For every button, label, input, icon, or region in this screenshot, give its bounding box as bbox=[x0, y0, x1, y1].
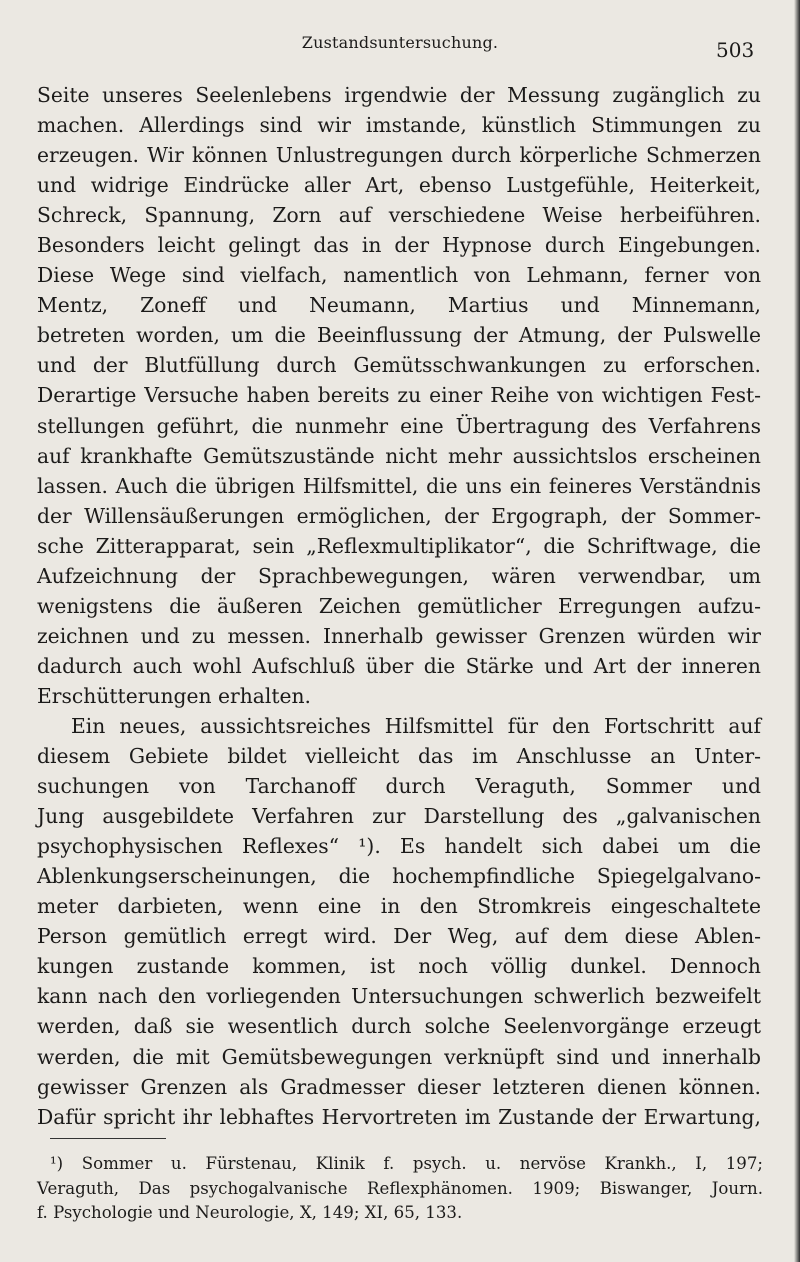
text-line: Jung ausgebildete Verfahren zur Darstellung des „galvanischen bbox=[37, 804, 761, 829]
footnote-line: ¹) Sommer u. Fürstenau, Klinik f. psych. u. nervöse Krankh., I, 197; bbox=[50, 1154, 763, 1173]
running-header-title: Zustandsuntersuchung. bbox=[301, 33, 499, 52]
paragraph-end-line: Erschütterungen erhalten. bbox=[37, 683, 312, 708]
text-line: Diese Wege sind vielfach, namentlich von Lehmann, ferner von bbox=[37, 263, 761, 288]
text-line: wenigstens die äußeren Zeichen gemütlicher Erregungen aufzu- bbox=[37, 593, 761, 618]
text-line: Seite unseres Seelenlebens irgendwie der Messung zugänglich zu bbox=[37, 83, 761, 107]
text-line: Aufzeichnung der Sprachbewegungen, wären verwendbar, um bbox=[37, 563, 761, 588]
text-line: psychophysischen Reflexes“ ¹). Es handelt sich dabei um die bbox=[37, 834, 761, 859]
text-line: suchungen von Tarchanoff durch Veraguth, Sommer und bbox=[37, 774, 761, 799]
text-line: lassen. Auch die übrigen Hilfsmittel, die uns ein feineres Verständnis bbox=[37, 473, 761, 498]
text-line: Person gemütlich erregt wird. Der Weg, auf dem diese Ablen- bbox=[37, 924, 761, 949]
text-line: kann nach den vorliegenden Untersuchungen schwerlich bezweifelt bbox=[37, 984, 761, 1009]
text-line: kungen zustande kommen, ist noch völlig dunkel. Dennoch bbox=[37, 954, 761, 979]
text-line: sche Zitterapparat, sein „Reflexmultiplikator“, die Schriftwage, die bbox=[37, 533, 761, 558]
text-line: zeichnen und zu messen. Innerhalb gewisser Grenzen würden wir bbox=[37, 623, 761, 648]
text-line: machen. Allerdings sind wir imstande, künstlich Stimmungen zu bbox=[37, 113, 761, 138]
text-line: werden, daß sie wesentlich durch solche Seelenvorgänge erzeugt bbox=[37, 1014, 761, 1039]
text-line: auf krankhafte Gemütszustände nicht mehr aussichtslos erscheinen bbox=[37, 443, 761, 468]
text-line: Dafür spricht ihr lebhaftes Hervortreten im Zustande der Erwartung, bbox=[37, 1104, 761, 1129]
text-line: Ablenkungserscheinungen, die hochempfindliche Spiegelgalvano- bbox=[37, 864, 761, 889]
paragraph-start-line: Ein neues, aussichtsreiches Hilfsmittel für den Fortschritt auf bbox=[71, 713, 761, 738]
text-line: Besonders leicht gelingt das in der Hypnose durch Eingebungen. bbox=[37, 233, 761, 258]
text-line: meter darbieten, wenn eine in den Stromkreis eingeschaltete bbox=[37, 894, 761, 919]
footnotes bbox=[37, 1152, 763, 1226]
page-number: 503 bbox=[716, 38, 755, 62]
text-line: dadurch auch wohl Aufschluß über die Stärke und Art der inneren bbox=[37, 653, 761, 678]
main-text bbox=[37, 80, 761, 1132]
text-line: Mentz, Zoneff und Neumann, Martius und Minnemann, bbox=[37, 293, 761, 318]
footnote-line: Veraguth, Das psychogalvanische Reflexphänomen. 1909; Biswanger, Journ. bbox=[37, 1178, 763, 1198]
page-edge-shadow bbox=[794, 0, 800, 1262]
footnote-divider bbox=[50, 1138, 166, 1139]
text-line: stellungen geführt, die nunmehr eine Übertragung des Verfahrens bbox=[37, 413, 761, 438]
text-line: erzeugen. Wir können Unlustregungen durch körperliche Schmerzen bbox=[37, 143, 761, 168]
text-line: und widrige Eindrücke aller Art, ebenso Lustgefühle, Heiterkeit, bbox=[37, 173, 761, 198]
text-line: werden, die mit Gemütsbewegungen verknüpft sind und innerhalb bbox=[37, 1044, 761, 1069]
text-line: betreten worden, um die Beeinflussung der Atmung, der Pulswelle bbox=[37, 323, 761, 348]
footnote-line: f. Psychologie und Neurologie, X, 149; XI, 65, 133. bbox=[37, 1203, 463, 1222]
text-line: und der Blutfüllung durch Gemütsschwankungen zu erforschen. bbox=[37, 353, 761, 378]
text-line: Schreck, Spannung, Zorn auf verschiedene Weise herbeiführen. bbox=[37, 203, 761, 228]
text-line: Derartige Versuche haben bereits zu einer Reihe von wichtigen Fest- bbox=[37, 383, 761, 408]
text-line: diesem Gebiete bildet vielleicht das im Anschlusse an Unter- bbox=[37, 744, 761, 769]
text-line: gewisser Grenzen als Gradmesser dieser letzteren dienen können. bbox=[37, 1074, 761, 1099]
text-line: der Willensäußerungen ermöglichen, der Ergograph, der Sommer- bbox=[37, 503, 761, 528]
